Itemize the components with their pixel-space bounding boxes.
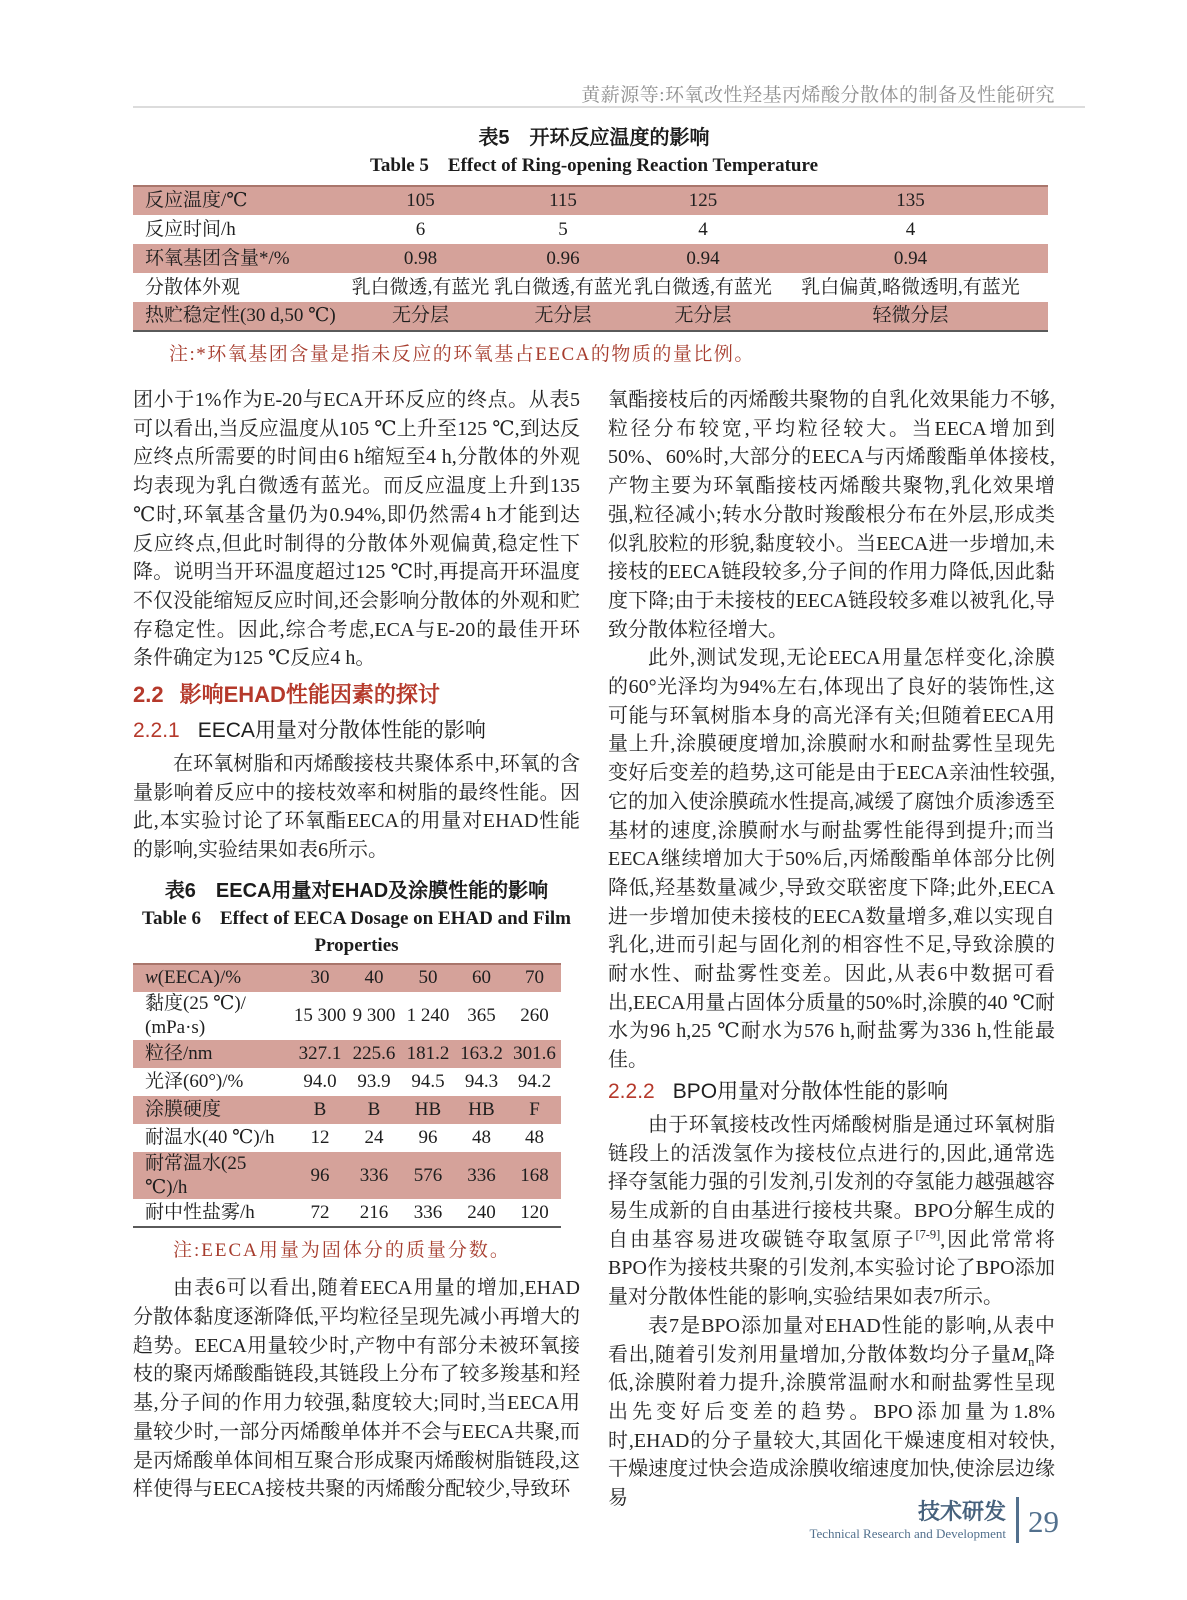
table-cell: 反应温度/℃ xyxy=(145,190,248,212)
table-cell: 576 xyxy=(413,1164,443,1186)
table-cell: HB xyxy=(468,1098,495,1120)
table-cell: 无分层 xyxy=(674,305,732,327)
table-cell: 乳白微透,有蓝光 xyxy=(494,276,632,298)
content xyxy=(133,124,1055,1513)
table-cell: 0.94 xyxy=(686,247,720,269)
paragraph-text: 由于环氧接枝改性丙烯酸树脂是通过环氧树脂链段上的活泼氢作为接枝位点进行的,因此,通常选择夺氢能力强的引发剂,引发剂的夺氢能力越强越容易生成新的自由基进行接枝共聚。BPO分解生成的自由基容易进攻碳链夺取氢原子 xyxy=(608,1113,1055,1251)
paragraph-text: 表7是BPO添加量对EHAD性能的影响,从表中看出,随着引发剂用量增加,分散体数均分子量 xyxy=(608,1314,1055,1366)
table-row xyxy=(133,1124,561,1152)
paragraph: 在环氧树脂和丙烯酸接枝共聚体系中,环氧的含量影响着反应中的接枝效率和树脂的最终性能。因此,本实验讨论了环氧酯EECA的用量对EHAD性能的影响,实验结果如表6所示。 xyxy=(133,753,580,862)
table-cell: 反应时间/h xyxy=(145,218,236,240)
table-cell: 93.9 xyxy=(357,1070,391,1092)
table-cell: 135 xyxy=(896,190,925,212)
table-cell: 72 xyxy=(310,1201,330,1223)
citation-reference: [7-9] xyxy=(915,1227,941,1242)
table-cell: 181.2 xyxy=(406,1042,450,1064)
table-row xyxy=(133,992,561,1040)
left-column xyxy=(133,386,580,1513)
footer-divider xyxy=(1016,1497,1019,1543)
table-cell: 轻微分层 xyxy=(872,305,949,327)
paragraph: 由表6可以看出,随着EECA用量的增加,EHAD分散体黏度逐渐降低,平均粒径呈现先减小再增大的趋势。EECA用量较少时,产物中有部分未被环氧接枝的聚丙烯酸酯链段,其链段上分布了较多羧基和羟基,分子间的作用力较强,黏度较大;同时,当EECA用量较少时,一部分丙烯酸单体并不会与EECA共聚,而是丙烯酸单体间相互聚合形成聚丙烯酸树脂链段,这样使得与EECA接枝共聚的丙烯酸分配较少,导致环 xyxy=(133,1277,580,1501)
table-cell: 336 xyxy=(467,1164,496,1186)
table-cell: 60 xyxy=(472,967,491,989)
table-cell: B xyxy=(367,1098,381,1120)
table5-title-en: Table 5 Effect of Ring-opening Reaction Temperature xyxy=(369,155,819,176)
table-cell: 115 xyxy=(549,190,577,212)
table-row xyxy=(133,273,1048,302)
section-title: 影响EHAD性能因素的探讨 xyxy=(179,682,440,708)
table-cell: 94.3 xyxy=(464,1070,499,1092)
subsection-number: 2.2.1 xyxy=(133,719,180,743)
table-cell: 6 xyxy=(415,218,426,240)
table-cell: 50 xyxy=(418,967,438,989)
table-cell: 125 xyxy=(688,190,718,212)
table-cell: 336 xyxy=(413,1201,443,1223)
table-cell: 耐中性盐雾/h xyxy=(145,1201,255,1223)
table-cell: 0.96 xyxy=(546,247,580,269)
page-number: 29 xyxy=(1028,1504,1059,1539)
table6-note: 注:EECA用量为固体分的质量分数。 xyxy=(173,1240,511,1262)
table-cell: 涂膜硬度 xyxy=(145,1098,222,1120)
table-cell: 0.98 xyxy=(403,247,438,269)
table-cell: 301.6 xyxy=(513,1042,556,1064)
table-cell: 环氧基团含量*/% xyxy=(145,247,290,269)
subsection-title: EECA用量对分散体性能的影响 xyxy=(197,719,486,743)
table-row xyxy=(133,215,1048,244)
table-row xyxy=(133,186,1048,215)
page-footer xyxy=(809,1497,1059,1543)
table-cell: 热贮稳定性(30 d,50 ℃) xyxy=(145,305,336,327)
table-cell: 70 xyxy=(525,967,544,989)
table-row xyxy=(133,964,561,992)
table6-title-en-line2: Properties xyxy=(314,934,399,956)
table-row xyxy=(133,1152,561,1200)
table-cell: 光泽(60°)/% xyxy=(145,1070,244,1092)
table-cell: 40 xyxy=(364,967,384,989)
table-cell: 240 xyxy=(467,1201,496,1223)
table-cell: 耐常温水(25 ℃)/h xyxy=(145,1152,247,1198)
paragraph-text: ,因此常常将BPO作为接枝共聚的引发剂,本实验讨论了BPO添加量对分散体性能的影响,实验结果如表7所示。 xyxy=(608,1228,1056,1309)
subsection-heading-2-2-1 xyxy=(133,716,580,745)
table-cell: 168 xyxy=(520,1164,549,1186)
table-cell: 48 xyxy=(472,1126,491,1148)
table-cell: 94.2 xyxy=(517,1070,552,1092)
table-row xyxy=(133,1040,561,1068)
table-cell: 96 xyxy=(310,1164,330,1186)
subsection-title: BPO用量对分散体性能的影响 xyxy=(672,1079,949,1103)
table-cell: 乳白偏黄,略微透明,有蓝光 xyxy=(801,276,1020,298)
paragraph: 氧酯接枝后的丙烯酸共聚物的自乳化效果能力不够,粒径分布较宽,平均粒径较大。当EECA增加到50%、60%时,大部分的EECA与丙烯酸酯单体接枝,产物主要为环氧酯接枝丙烯酸共聚物,乳化效果增强,粒径减小;转水分散时羧酸根分布在外层,形成类似乳胶粒的形貌,黏度较小。当EECA进一步增加,未接枝的EECA链段较多,分子间的作用力降低,因此黏度下降;由于未接枝的EECA链段较多难以被乳化,导致分散体粒径增大。 xyxy=(608,389,1055,641)
table-cell: 乳白微透,有蓝光 xyxy=(351,276,490,298)
table-cell: 无分层 xyxy=(391,305,449,327)
paragraph: 团小于1%作为E-20与ECA开环反应的终点。从表5可以看出,当反应温度从105 ℃上升至125 ℃,到达反应终点所需要的时间由6 h缩短至4 h,分散体的外观均表现为乳白微透有蓝光。而反应温度上升到135 ℃时,环氧基含量仍为0.94%,即仍然需4 h才能到达反应终点,但此时制得的分散体外观偏黄,稳定性下降。说明当开环温度超过125 ℃时,再提高开环温度不仅没能缩短反应时间,还会影响分散体的外观和贮存稳定性。因此,综合考虑,ECA与E-20的最佳开环条件确定为125 ℃反应4 h。 xyxy=(133,389,580,670)
table-cell: 24 xyxy=(364,1126,384,1148)
header-rule xyxy=(133,106,1085,108)
table-cell: 12 xyxy=(310,1126,330,1148)
table-cell: 120 xyxy=(520,1201,549,1223)
table-cell xyxy=(133,964,293,992)
table-cell: 94.5 xyxy=(411,1070,445,1092)
footer-section-cn: 技术研发 xyxy=(917,1498,1006,1524)
table5-section xyxy=(133,124,1055,366)
table6-title-cn: 表6 EECA用量对EHAD及涂膜性能的影响 xyxy=(164,879,549,902)
table-cell: 分散体外观 xyxy=(145,276,241,298)
table-cell: 30 xyxy=(310,967,330,989)
table-cell: 粒径/nm xyxy=(145,1042,213,1064)
variable-Mn: M xyxy=(1011,1343,1029,1366)
table-cell: 9 300 xyxy=(352,1004,396,1026)
subsection-number: 2.2.2 xyxy=(608,1079,655,1103)
table-cell: 黏度(25 ℃)/ (mPa·s) xyxy=(145,993,246,1038)
table-row xyxy=(133,1199,561,1227)
table-cell: 4 xyxy=(698,218,708,240)
table-cell: 327.1 xyxy=(298,1042,342,1064)
variable: w xyxy=(145,967,158,989)
columns xyxy=(133,386,1055,1513)
table5 xyxy=(133,185,1048,332)
table-cell: 365 xyxy=(467,1004,496,1026)
table-cell: 无分层 xyxy=(534,305,592,327)
row-label: (EECA)/% xyxy=(157,967,242,989)
table-cell: 0.94 xyxy=(893,247,928,269)
table-row xyxy=(133,302,1048,331)
running-head: 黄薪源等:环氧改性羟基丙烯酸分散体的制备及性能研究 xyxy=(581,85,1055,106)
paragraph-text: 降低,涂膜附着力提升,涂膜常温耐水和耐盐雾性呈现出先变好后变差的趋势。BPO添加量为1.8%时,EHAD的分子量较大,其固化干燥速度相对较快,干燥速度过快会造成涂膜收缩速度加快,使涂层边缘易 xyxy=(608,1343,1056,1510)
table-cell: 1 240 xyxy=(406,1004,450,1026)
table-cell: 105 xyxy=(406,190,435,212)
table-row xyxy=(133,244,1048,273)
table5-title-cn: 表5 开环反应温度的影响 xyxy=(478,127,710,149)
table-cell: 260 xyxy=(520,1004,549,1026)
table-cell: 5 xyxy=(558,218,568,240)
table-cell: 耐温水(40 ℃)/h xyxy=(145,1126,275,1148)
variable-subscript: n xyxy=(1028,1354,1035,1369)
table6 xyxy=(133,963,561,1229)
table6-section xyxy=(133,877,580,1263)
paragraph xyxy=(608,1312,1055,1513)
section-heading-2-2 xyxy=(133,680,580,710)
table6-title-en-line1: Table 6 Effect of EECA Dosage on EHAD and Film xyxy=(142,907,571,929)
table-cell: 94.0 xyxy=(303,1070,337,1092)
table-cell: 163.2 xyxy=(460,1042,503,1064)
paragraph: 此外,测试发现,无论EECA用量怎样变化,涂膜的60°光泽均为94%左右,体现出了良好的装饰性,这可能与环氧树脂本身的高光泽有关;但随着EECA用量上升,涂膜硬度增加,涂膜耐水和耐盐雾性呈现先变好后变差的趋势,这可能是由于EECA亲油性较强,它的加入使涂膜疏水性提高,减缓了腐蚀介质渗透至基材的速度,涂膜耐水与耐盐雾性能得到提升;而当EECA继续增加大于50%后,丙烯酸酯单体部分比例降低,羟基数量减少,导致交联密度下降;此外,EECA进一步增加使未接枝的EECA数量增多,难以实现自乳化,进而引起与固化剂的相容性不足,导致涂膜的耐水性、耐盐雾性变差。因此,从表6中数据可看出,EECA用量占固体分质量的50%时,涂膜的40 ℃耐水为96 h,25 ℃耐水为576 h,耐盐雾为336 h,性能最佳。 xyxy=(608,647,1055,1072)
table-cell: 216 xyxy=(359,1201,389,1223)
right-column xyxy=(608,386,1055,1513)
table-cell: 15 300 xyxy=(293,1004,347,1026)
table-cell: B xyxy=(313,1098,327,1120)
table-cell: 乳白微透,有蓝光 xyxy=(634,276,772,298)
paragraph xyxy=(608,1111,1055,1312)
table-cell: 336 xyxy=(359,1164,389,1186)
table-cell: F xyxy=(529,1098,540,1120)
subsection-heading-2-2-2 xyxy=(608,1077,1055,1106)
table-cell: 225.6 xyxy=(352,1042,396,1064)
table-row xyxy=(133,1096,561,1124)
table-row xyxy=(133,1068,561,1096)
table-cell: HB xyxy=(414,1098,442,1120)
table-cell: 96 xyxy=(418,1126,438,1148)
table-cell: 48 xyxy=(525,1126,544,1148)
footer-section-en: Technical Research and Development xyxy=(809,1525,1006,1541)
table-cell: 4 xyxy=(905,218,916,240)
section-number: 2.2 xyxy=(133,682,164,708)
table5-note: 注:*环氧基团含量是指未反应的环氧基占EECA的物质的量比例。 xyxy=(169,344,755,365)
footer-section xyxy=(809,1499,1006,1542)
